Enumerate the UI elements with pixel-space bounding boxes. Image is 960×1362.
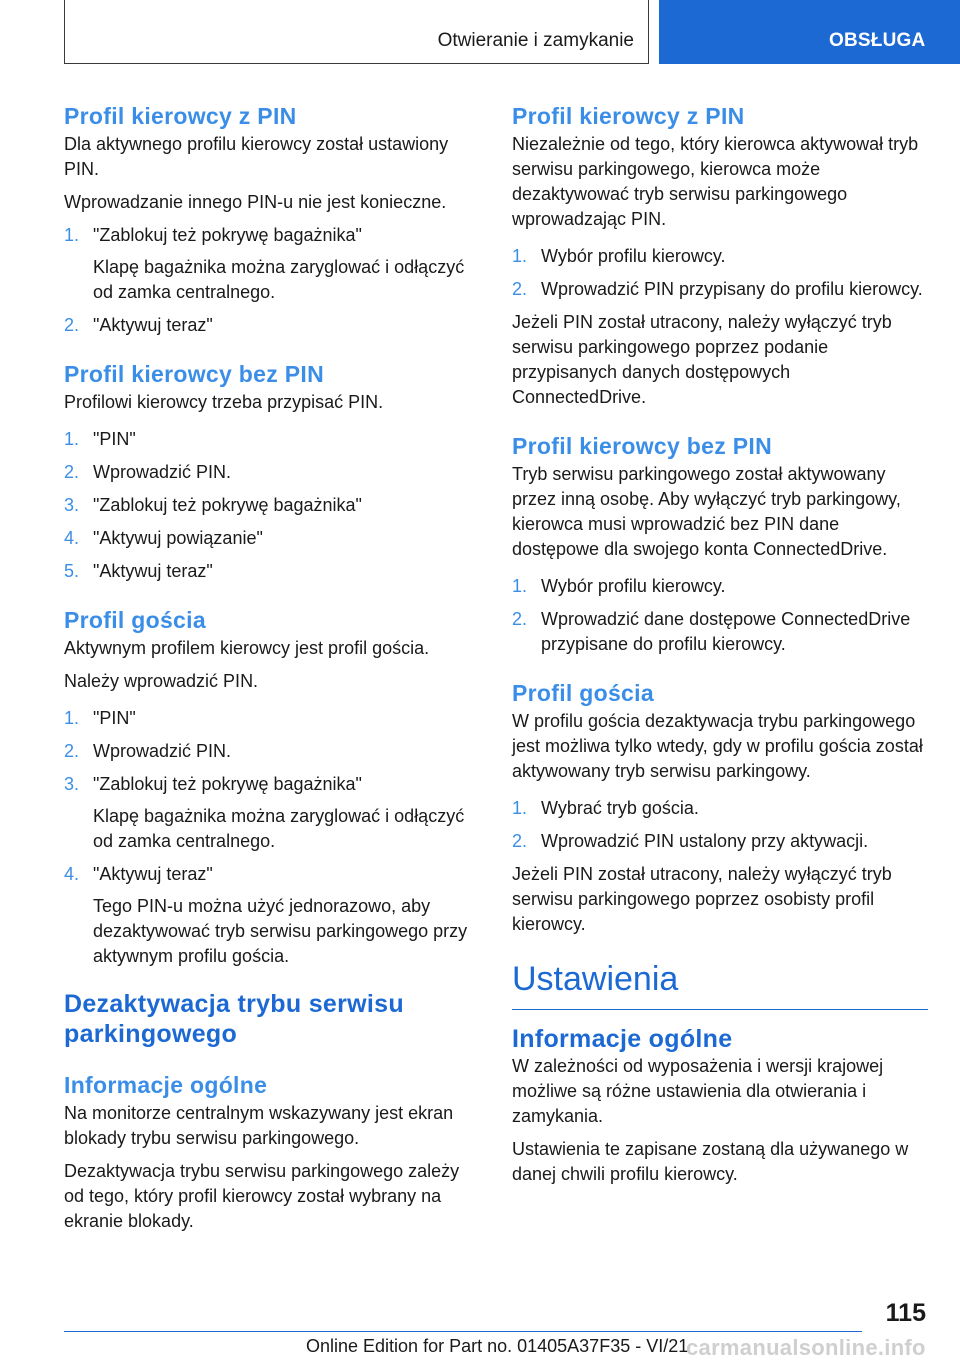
list-number: 1.	[512, 576, 528, 596]
list-number: 4.	[64, 864, 80, 884]
paragraph: Tryb serwisu parkingowego został aktywowany przez inną osobę. Aby wyłączyć tryb parkingowy, kierowca musi wprowadzić bez PIN dane dostępowe dla swojego konta ConnectedDrive.	[512, 464, 901, 559]
list-item	[64, 862, 484, 969]
list-item	[64, 559, 484, 584]
list-item	[64, 526, 484, 551]
list-number: 2.	[64, 462, 80, 482]
left-column	[64, 100, 484, 1234]
list-number: 1.	[64, 708, 80, 728]
paragraph: Jeżeli PIN został utracony, należy wyłączyć tryb serwisu parkingowego poprzez podanie przypisanych danych dostępowych ConnectedDrive.	[512, 312, 892, 407]
list-number: 5.	[64, 561, 80, 581]
section-heading: Profil gościa	[512, 680, 654, 706]
list-item	[64, 427, 484, 452]
numbered-list	[512, 574, 928, 657]
list-item-text: "PIN"	[93, 708, 136, 728]
list-number: 2.	[64, 741, 80, 761]
list-number: 1.	[512, 246, 528, 266]
page-number: 115	[885, 1299, 926, 1327]
chapter-heading: Ustawienia	[512, 960, 679, 998]
list-item-text: Wybrać tryb gościa.	[541, 798, 699, 818]
section-heading: Profil kierowcy z PIN	[64, 103, 297, 129]
edition-note: Online Edition for Part no. 01405A37F35 - VI/21	[306, 1336, 689, 1356]
list-item	[64, 739, 484, 764]
list-number: 1.	[512, 798, 528, 818]
paragraph: Dla aktywnego profilu kierowcy został ustawiony PIN.	[64, 134, 449, 179]
subsection-heading: Informacje ogólne	[64, 1072, 268, 1098]
list-item	[64, 706, 484, 731]
paragraph: Jeżeli PIN został utracony, należy wyłączyć tryb serwisu parkingowego poprzez osobisty profil kierowcy.	[512, 864, 892, 934]
chapter-title: Otwieranie i zamykanie	[437, 30, 634, 51]
paragraph: Profilowi kierowcy trzeba przypisać PIN.	[64, 392, 384, 412]
paragraph: Ustawienia te zapisane zostaną dla używanego w danej chwili profilu kierowcy.	[512, 1139, 909, 1184]
list-item-text: Wprowadzić PIN ustalony przy aktywacji.	[541, 831, 869, 851]
list-number: 2.	[512, 831, 528, 851]
paragraph: Na monitorze centralnym wskazywany jest ekran blokady trybu serwisu parkingowego.	[64, 1103, 454, 1148]
numbered-list	[64, 223, 484, 338]
section-heading: Profil kierowcy bez PIN	[512, 433, 772, 459]
list-item	[64, 493, 484, 518]
list-number: 2.	[512, 279, 528, 299]
list-item-note: Tego PIN-u można użyć jednorazowo, aby dezaktywować tryb serwisu parkingowego przy aktywnym profilu gościa.	[93, 896, 468, 966]
list-item-text: "Aktywuj teraz"	[93, 561, 213, 581]
list-item-text: "Aktywuj teraz"	[93, 864, 213, 884]
section-heading: Profil kierowcy z PIN	[512, 103, 745, 129]
paragraph: Należy wprowadzić PIN.	[64, 671, 259, 691]
list-item-text: Wybór profilu kierowcy.	[541, 576, 726, 596]
list-item-text: "PIN"	[93, 429, 136, 449]
list-item-note: Klapę bagażnika można zaryglować i odłączyć od zamka centralnego.	[93, 257, 465, 302]
subsection-heading: Informacje ogólne	[512, 1025, 733, 1053]
list-item-text: Wprowadzić PIN.	[93, 741, 232, 761]
list-item	[512, 796, 928, 821]
list-item	[64, 772, 484, 854]
list-number: 1.	[64, 225, 80, 245]
numbered-list	[512, 244, 928, 302]
list-item-text: Wprowadzić PIN.	[93, 462, 232, 482]
list-item	[512, 277, 928, 302]
list-item-text: Wybór profilu kierowcy.	[541, 246, 726, 266]
paragraph: Wprowadzanie innego PIN-u nie jest konieczne.	[64, 192, 447, 212]
section-tab	[659, 0, 960, 64]
numbered-list	[64, 427, 484, 584]
section-divider	[512, 1009, 928, 1010]
list-item-text: "Aktywuj powiązanie"	[93, 528, 263, 548]
list-item-text: "Aktywuj teraz"	[93, 315, 213, 335]
list-item	[64, 223, 484, 305]
numbered-list	[64, 706, 484, 969]
numbered-list	[512, 796, 928, 854]
list-item-note: Klapę bagażnika można zaryglować i odłączyć od zamka centralnego.	[93, 806, 465, 851]
list-item	[512, 829, 928, 854]
list-item	[64, 460, 484, 485]
list-item-text: Wprowadzić dane dostępowe ConnectedDrive przypisane do profilu kierowcy.	[541, 609, 911, 654]
list-item	[512, 244, 928, 269]
paragraph: Niezależnie od tego, który kierowca aktywował tryb serwisu parkingowego, kierowca może dezaktywować tryb serwisu parkingowego wprowadzając PIN.	[512, 134, 919, 229]
list-number: 3.	[64, 495, 80, 515]
section-heading: Profil kierowcy bez PIN	[64, 361, 324, 387]
footer-divider	[64, 1331, 862, 1332]
list-item	[512, 607, 928, 657]
section-heading: Profil gościa	[64, 607, 206, 633]
paragraph: Aktywnym profilem kierowcy jest profil gościa.	[64, 638, 430, 658]
list-item-text: "Zablokuj też pokrywę bagażnika"	[93, 774, 362, 794]
paragraph: W profilu gościa dezaktywacja trybu parkingowego jest możliwa tylko wtedy, gdy w profilu gościa został aktywowany tryb serwisu parkingowy.	[512, 711, 923, 781]
header-frame	[64, 0, 649, 64]
section-heading-large: Dezaktywacja trybu serwisu parkingowego	[64, 990, 404, 1048]
list-number: 1.	[64, 429, 80, 449]
list-item-text: "Zablokuj też pokrywę bagażnika"	[93, 495, 362, 515]
section-tab-label: OBSŁUGA	[829, 30, 926, 51]
list-item-text: Wprowadzić PIN przypisany do profilu kierowcy.	[541, 279, 923, 299]
list-number: 2.	[512, 609, 528, 629]
watermark: carmanualsonline.info	[686, 1335, 926, 1360]
right-column	[512, 100, 928, 1187]
paragraph: Dezaktywacja trybu serwisu parkingowego zależy od tego, który profil kierowcy został wybrany na ekranie blokady.	[64, 1161, 460, 1231]
list-number: 3.	[64, 774, 80, 794]
list-number: 4.	[64, 528, 80, 548]
list-item	[64, 313, 484, 338]
list-number: 2.	[64, 315, 80, 335]
list-item-text: "Zablokuj też pokrywę bagażnika"	[93, 225, 362, 245]
paragraph: W zależności od wyposażenia i wersji krajowej możliwe są różne ustawienia dla otwierania i zamykania.	[512, 1056, 884, 1126]
list-item	[512, 574, 928, 599]
